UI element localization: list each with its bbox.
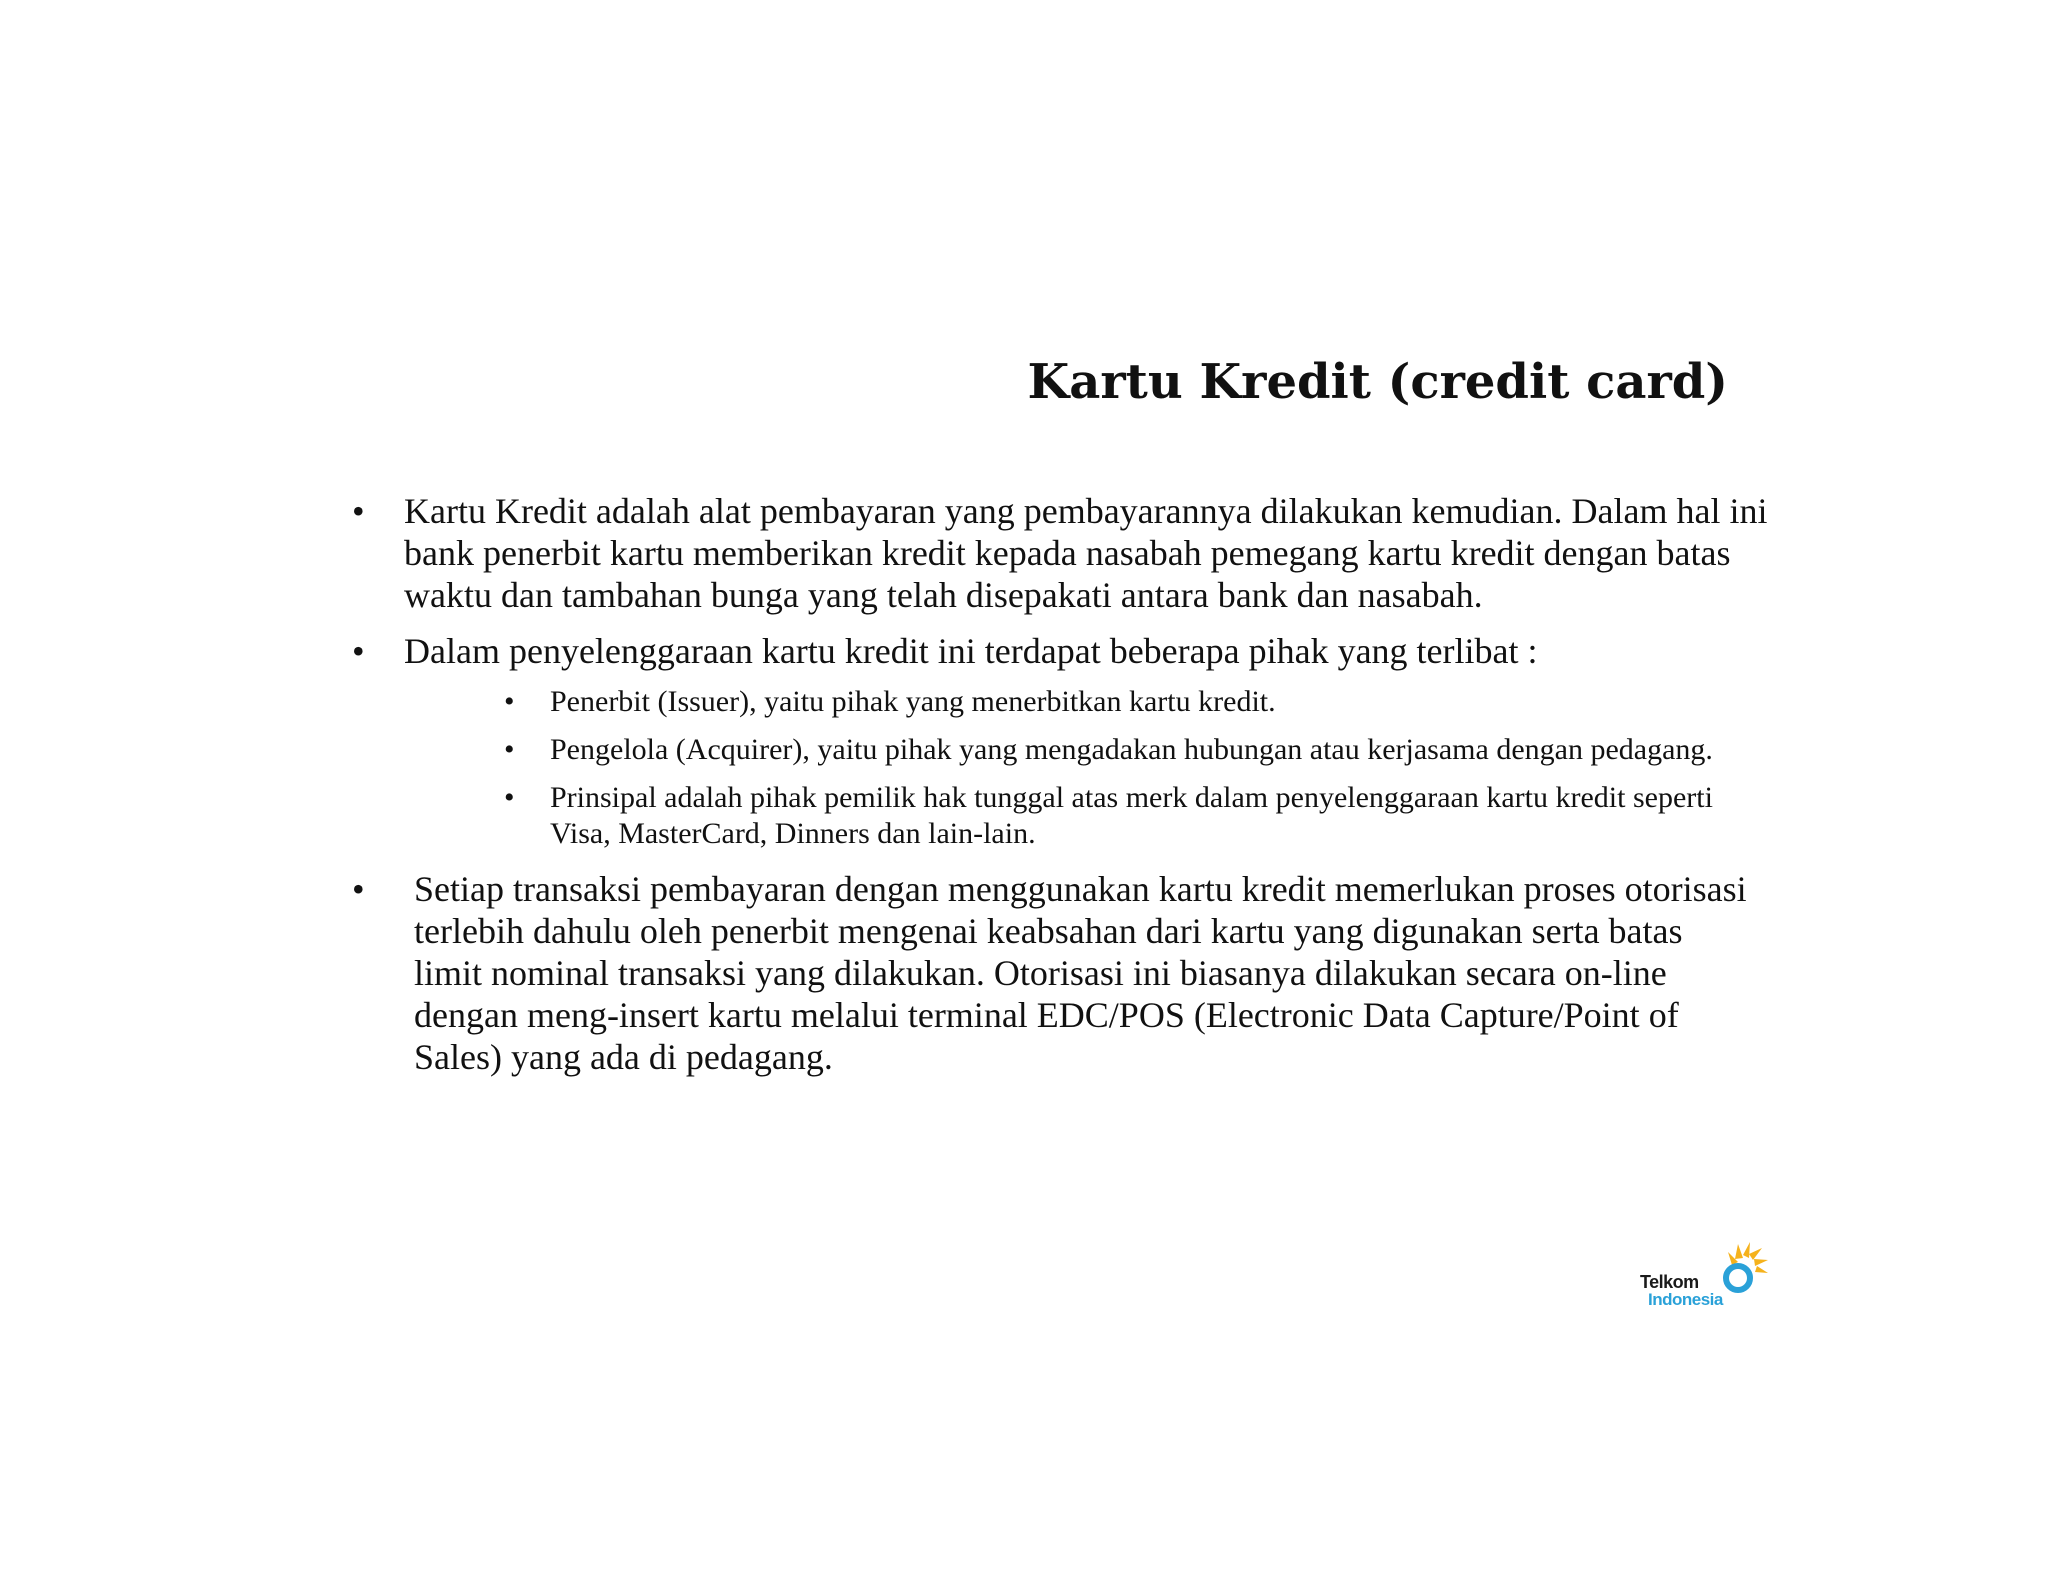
bullet-icon: • [352,491,365,531]
logo-text-telkom: Telkom [1640,1272,1699,1292]
bullet-icon: • [504,685,515,718]
bullet-icon: • [352,869,365,909]
bullet-icon: • [504,781,515,814]
bullet-item [352,490,1784,616]
bullet-text: Setiap transaksi pembayaran dengan menggunakan kartu kredit memerlukan proses otorisasi terlebih dahulu oleh penerbit mengenai keabsahan dari kartu yang digunakan serta batas limit nominal transaksi yang dilakukan. Otorisasi ini biasanya dilakukan secara on-line dengan meng-insert kartu melalui terminal EDC/POS (Electronic Data Capture/Point of Sales) yang ada di pedagang. [414,869,1747,1077]
sub-bullet-list [504,684,1734,852]
telkom-indonesia-logo [1640,1240,1780,1320]
sub-bullet-item [504,732,1734,768]
bullet-item [352,630,1772,672]
sub-bullet-text: Prinsipal adalah pihak pemilik hak tunggal atas merk dalam penyelenggaraan kartu kredit seperti Visa, MasterCard, Dinners dan lain-lain. [550,781,1713,850]
sub-bullet-text: Penerbit (Issuer), yaitu pihak yang menerbitkan kartu kredit. [550,685,1276,718]
sub-bullet-item [504,780,1734,852]
telkom-sun-logo-icon [1708,1240,1770,1296]
bullet-icon: • [352,631,365,671]
sub-bullet-text: Pengelola (Acquirer), yaitu pihak yang mengadakan hubungan atau kerjasama dengan pedagang. [550,733,1713,766]
slide-content [352,490,1772,1078]
sub-bullet-item [504,684,1734,720]
bullet-text: Kartu Kredit adalah alat pembayaran yang pembayarannya dilakukan kemudian. Dalam hal ini bank penerbit kartu memberikan kredit kepada nasabah pemegang kartu kredit dengan batas waktu dan tambahan bunga yang telah disepakati antara bank dan nasabah. [404,491,1768,615]
bullet-text: Dalam penyelenggaraan kartu kredit ini terdapat beberapa pihak yang terlibat : [404,631,1538,671]
slide-title: Kartu Kredit (credit card) [1027,354,1728,410]
bullet-icon: • [504,733,515,766]
logo-text-indonesia: Indonesia [1648,1290,1723,1309]
bullet-item [352,868,1754,1078]
